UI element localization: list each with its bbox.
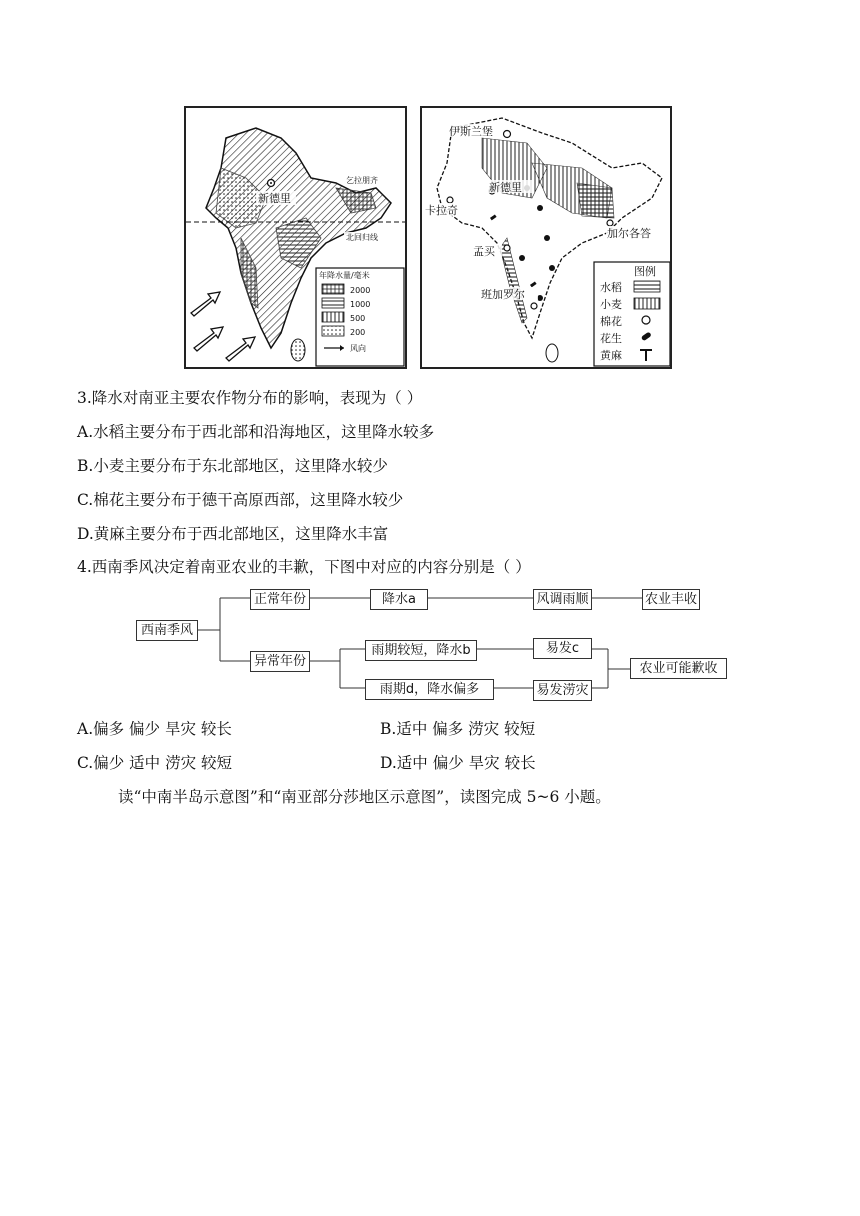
- q4-option-d: D.适中 偏少 旱灾 较长: [380, 754, 536, 772]
- section-intro: 读“中南半岛示意图”和“南亚部分莎地区示意图”，读图完成 5~6 小题。: [118, 788, 611, 806]
- map2-city-newdelhi: 新德里: [489, 181, 522, 194]
- svg-text:棉花: 棉花: [600, 315, 622, 328]
- q3-option-a: A.水稻主要分布于西北部和沿海地区，这里降水较多: [77, 423, 435, 441]
- svg-text:小麦: 小麦: [600, 298, 622, 311]
- svg-text:1000: 1000: [350, 300, 371, 309]
- svg-text:500: 500: [350, 314, 366, 323]
- flow-harvest: 农业丰收: [642, 589, 700, 610]
- q3-option-d: D.黄麻主要分布于西北部地区，这里降水丰富: [77, 525, 389, 543]
- map2-city-kolkata: 加尔各答: [607, 227, 651, 240]
- crops-map: [420, 106, 672, 369]
- flow-good-weather: 风调雨顺: [533, 589, 592, 610]
- q4-stem: 4.西南季风决定着南亚农业的丰歉，下图中对应的内容分别是（ ）: [77, 558, 531, 576]
- map2-city-bangalore: 班加罗尔: [481, 288, 525, 301]
- flow-short-rain: 雨期较短，降水b: [365, 640, 477, 661]
- map2-city-islamabad: 伊斯兰堡: [449, 125, 493, 138]
- svg-text:黄麻: 黄麻: [600, 349, 622, 362]
- q3-option-b: B.小麦主要分布于东北部地区，这里降水较少: [77, 457, 388, 475]
- flow-rain-a: 降水a: [370, 589, 428, 610]
- flow-flood: 易发涝灾: [533, 680, 592, 701]
- q4-option-a: A.偏多 偏少 旱灾 较长: [77, 720, 232, 738]
- svg-text:200: 200: [350, 328, 366, 337]
- q3-option-c: C.棉花主要分布于德干高原西部，这里降水较少: [77, 491, 404, 509]
- q4-option-b: B.适中 偏多 涝灾 较短: [380, 720, 536, 738]
- flow-long-rain: 雨期d，降水偏多: [365, 679, 494, 700]
- cotton-icon: [642, 316, 650, 324]
- svg-text:花生: 花生: [600, 332, 622, 345]
- precipitation-map: [184, 106, 407, 369]
- svg-text:图例: 图例: [634, 265, 656, 278]
- svg-text:年降水量/毫米: 年降水量/毫米: [319, 271, 370, 280]
- svg-text:水稻: 水稻: [600, 281, 622, 294]
- map1-city: 新德里: [258, 192, 291, 205]
- flow-disaster-c: 易发c: [533, 638, 592, 659]
- map1-tropic: 北回归线: [346, 233, 378, 242]
- svg-text:风向: 风向: [350, 344, 366, 353]
- flow-poor-harvest: 农业可能歉收: [630, 658, 727, 679]
- svg-text:2000: 2000: [350, 286, 371, 295]
- flow-normal: 正常年份: [250, 589, 310, 610]
- map2-city-mumbai: 孟买: [473, 245, 495, 258]
- wind-arrows: [191, 292, 255, 361]
- flow-root: 西南季风: [136, 620, 198, 641]
- flow-abnormal: 异常年份: [250, 651, 310, 672]
- map2-city-karachi: 卡拉奇: [425, 204, 458, 217]
- q4-option-c: C.偏少 适中 涝灾 较短: [77, 754, 233, 772]
- q3-stem: 3.降水对南亚主要农作物分布的影响，表现为（ ）: [77, 389, 423, 407]
- map1-region: 乞拉朋齐: [346, 176, 378, 185]
